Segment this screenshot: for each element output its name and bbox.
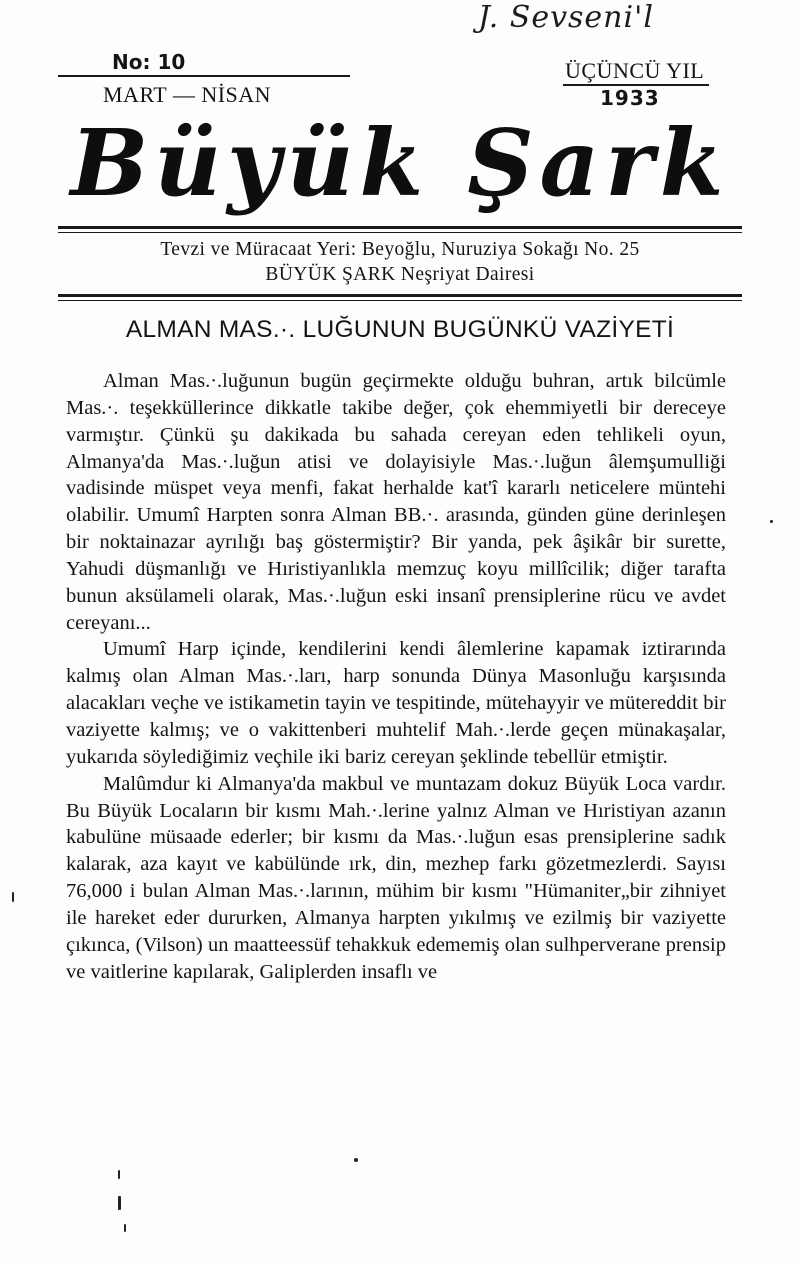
ink-speck bbox=[354, 1158, 358, 1162]
section-rule-top bbox=[58, 294, 742, 297]
masthead-rule-top bbox=[58, 226, 742, 229]
ink-speck bbox=[770, 520, 773, 523]
handwritten-annotation: J. Sevseni'l bbox=[478, 0, 654, 35]
year-label: ÜÇÜNCÜ YIL bbox=[565, 58, 705, 83]
article-paragraph: Umumî Harp içinde, kendilerini kendi âlemlerine kapamak iztirarında kalmış olan Alman Mas.·.ları, harp sonunda Dünya Masonluğu karşısında alacakları veçhe ve istikametin tayin ve tespitinde, mütehayyir ve mütereddit bir vaziyette kalmış; ve o vakittenberi muhtelif Mah.·.lerde geçen münakaşalar, yukarıda söylediğimiz veçhile iki bariz cereyan şeklinde tebellür etmiştir. bbox=[66, 638, 726, 768]
article-paragraph: Malûmdur ki Almanya'da makbul ve muntazam dokuz Büyük Loca vardır. Bu Büyük Locaların bir kısmı Mah.·.lerine yalnız Alman ve Hıristiyan azanın kabulüne müsaade ederler; bir kısmı da Mas.·.luğun esas prensiplerine sadık kalarak, aza kayıt ve kabülünde ırk, din, mezhep farkı gözetmezlerdi. Sayısı 76,000 i bulan Alman Mas.·.larının, mühim bir kısmı "Hümaniter„bir zihniyet ile hareket eder dururken, Almanya harpten yıkılmış ve ezilmiş bir vaziyette çıkınca, (Vilson) un maatteessüf tehakkuk edememiş olan sulhperverane prensip ve vaitlerine kapılarak, Galiplerden insaflı ve bbox=[66, 772, 726, 983]
section-rule-bottom bbox=[58, 300, 742, 301]
publisher-name: BÜYÜK ŞARK Neşriyat Dairesi bbox=[265, 264, 535, 285]
article-paragraph: Alman Mas.·.luğunun bugün geçirmekte olduğu buhran, artık bilcümle Mas.·. teşekküllerince dikkatle takibe değer, çok ehemmiyetli bir dereceye varmıştır. Çünkü şu dakikada bu sahada cereyan eden tehlikeli oyun, Almanya'da Mas.·.luğun atisi ve dolayisiyle Mas.·.luğun âlemşumulliği vadisinde müspet veya menfi, fakat herhalde kat'î kararlı neticelere müntehi olabilir. Umumî Harpten sonra Alman BB.·. arasında, günden güne derinleşen bir noktainazar ayrılığı baş göstermiştir? Bir yanda, pek âşikâr bir surette, Yahudi düşmanlığı ve Hıristiyanlıkla memzuç koyu millîcilik; diğer tarafta bunun aksülameli olarak, Mas.·.luğun eski insanî prensiplerine rücu ve avdet cereyanı... bbox=[66, 370, 726, 634]
article-body bbox=[66, 368, 726, 985]
masthead-rule-bottom bbox=[58, 232, 742, 233]
ink-speck bbox=[118, 1170, 120, 1179]
masthead-title: Büyük Şark bbox=[70, 109, 730, 217]
ink-speck bbox=[118, 1196, 121, 1210]
ink-speck bbox=[12, 892, 14, 902]
issue-year: 1933 bbox=[600, 86, 660, 110]
issue-number: No: 10 bbox=[112, 50, 186, 74]
issue-months: MART — NİSAN bbox=[103, 82, 272, 107]
ink-speck bbox=[124, 1224, 126, 1232]
issue-rule bbox=[58, 75, 350, 77]
article-headline: ALMAN MAS.·. LUĞUNUN BUGÜNKÜ VAZİYETİ bbox=[125, 316, 675, 343]
distribution-address: Tevzi ve Müracaat Yeri: Beyoğlu, Nuruziya Sokağı No. 25 bbox=[160, 239, 640, 260]
